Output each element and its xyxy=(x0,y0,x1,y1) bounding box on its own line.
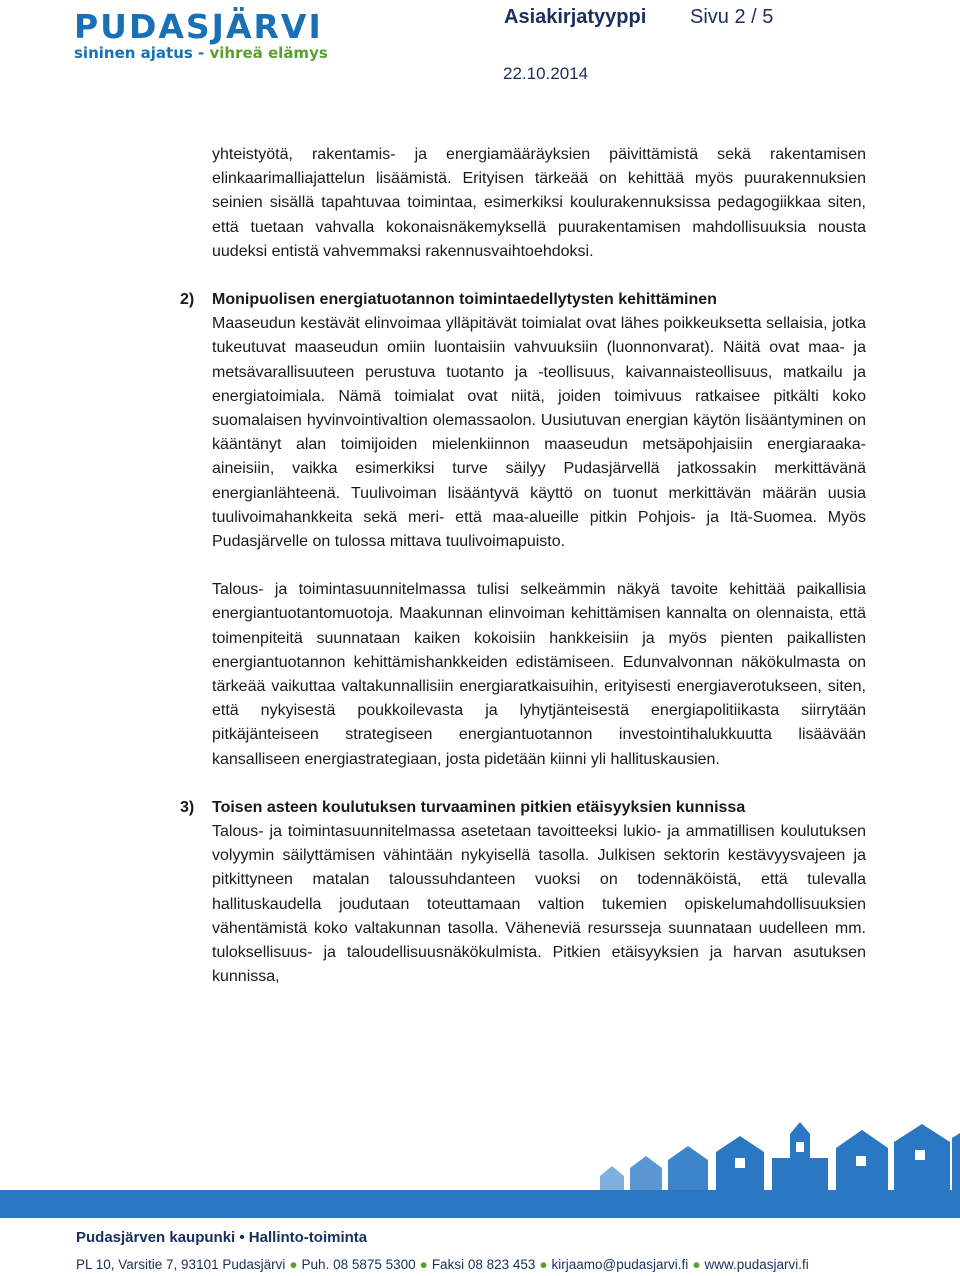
section-paragraph: Maaseudun kestävät elinvoimaa ylläpitävät toimialat ovat lähes poikkeuksetta sellaisia, jotka tukeutuvat maaseudun omiin luontaisiin vahvuuksiin (luonnonvarat). Näitä ovat maa- ja metsävarallisuuteen perustuva tuotanto ja -teollisuus, kaivannaisteollisuus, matkailu ja energiatoimiala. Nämä toimialat ovat niitä, joiden toimivuus ratkaisee pitkälti koko suomalaisen hyvinvointivaltion olemassaolon. Uusiutuvan energian käytön lisääntyminen on kääntänyt alan toimijoiden mielenkiinnon maaseudun metsäpohjaisiin energiaraaka-aineisiin, vaikka esimerkiksi turve säilyy Pudasjärvellä jatkossakin merkittävänä energianlähteenä. Tuulivoiman lisääntyvä käyttö on tuonut merkittävän määrän uusia tuulivoimahankkeita sekä meri- että maa-alueille pitkin Pohjois- ja Itä-Suomea. Myös Pudasjärvelle on tulossa mittava tuulivoimapuisto. xyxy=(212,315,866,551)
footer-contact xyxy=(76,1257,809,1272)
section-paragraph: Talous- ja toimintasuunnitelmassa tulisi selkeämmin näkyä tavoite kehittää paikallisia energiantuotantomuotoja. Maakunnan elinvoiman kehittämisen kannalta on olennaista, että toimenpiteitä suunnataan kaiken kokoisiin hankkeisiin ja myös pienten paikallisten energiantuotannon kehittämishankkeiden edistämiseen. Edunvalvonnan näkökulmasta on tärkeää vaikuttaa valtakunnallisiin energiaratkaisuihin, erityisesti energiaverotukseen, siten, että nykyisestä poukkoilevasta ja lyhytjänteisestä energiapolitiikasta siirrytään pitkäjänteiseen strategiseen energiantuotannon investointihalukkuutta lisäävään kansalliseen energiastrategiaan, josta pidetään kiinni yli hallituskausien. xyxy=(212,581,866,768)
logo xyxy=(74,8,328,62)
document-type: Asiakirjatyyppi xyxy=(504,6,647,28)
footer-website[interactable]: www.pudasjarvi.fi xyxy=(704,1257,809,1272)
bullet-icon: ● xyxy=(289,1257,298,1272)
skyline-house xyxy=(630,1156,662,1190)
section-education xyxy=(180,796,866,990)
footer-organization: Pudasjärven kaupunki • Hallinto-toiminta xyxy=(76,1229,368,1246)
document-body xyxy=(180,143,866,1014)
footer-fax: Faksi 08 823 453 xyxy=(431,1257,536,1272)
section-energy xyxy=(180,288,866,772)
footer-phone: Puh. 08 5875 5300 xyxy=(301,1257,416,1272)
logo-slogan-green: vihreä elämys xyxy=(209,44,328,62)
logo-slogan-blue: sininen ajatus xyxy=(74,44,193,62)
document-date: 22.10.2014 xyxy=(503,64,589,83)
logo-wordmark: PUDASJÄRVI xyxy=(74,7,323,46)
section-paragraph: Talous- ja toimintasuunnitelmassa asetetaan tavoitteeksi lukio- ja ammatillisen koulutuksen volyymin säilyttämisen vähintään nykyisellä tasolla. Julkisen sektorin kestävyysvajeen ja pitkittyneen matalan taloussuhdanteen vuoksi on todennäköistä, että tulevalla hallituskaudella joudutaan toteuttamaan valtion tukemien opiskelumahdollisuuksien vähentämistä koko valtakunnan tasolla. Väheneviä resursseja suunnataan uudelleen mm. tuloksellisuus- ja taloudellisuusnäkökulmista. Pitkien etäisyyksien ja harvan asutuksen kunnissa, xyxy=(212,823,866,986)
skyline-decoration xyxy=(0,1118,960,1218)
section-number: 3) xyxy=(180,798,195,816)
intro-paragraph: yhteistyötä, rakentamis- ja energiamääräyksien päivittämistä sekä rakentamisen elinkaarimalliajattelun lisäämistä. Erityisen tärkeää on kehittää myös puurakennuksien seinien sisällä tapahtuvaa toimintaa, esimerkiksi koulurakennuksissa pedagogiikkaa siten, että tuetaan vahvalla kokonaisnäkemyksellä puurakentamisen mahdollisuuksia nousta uudeksi entistä vahvemmaksi rakennusvaihtoehdoksi. xyxy=(212,146,866,260)
skyline-house xyxy=(668,1146,708,1190)
skyline-window xyxy=(735,1158,745,1168)
bullet-icon: ● xyxy=(419,1257,428,1272)
bullet-icon: ● xyxy=(692,1257,701,1272)
logo-slogan-separator: - xyxy=(192,44,210,62)
page-number: Sivu 2 / 5 xyxy=(690,6,774,28)
logo-slogan xyxy=(74,44,328,62)
section-number: 2) xyxy=(180,291,195,309)
skyline-window xyxy=(915,1150,925,1160)
skyline-ground xyxy=(0,1190,960,1218)
skyline-church xyxy=(772,1122,828,1190)
skyline-house xyxy=(952,1133,960,1190)
section-title: Monipuolisen energiatuotannon toimintaedellytysten kehittäminen xyxy=(212,291,717,309)
skyline-window xyxy=(856,1156,866,1166)
footer-address: PL 10, Varsitie 7, 93101 Pudasjärvi xyxy=(76,1257,286,1272)
skyline-house xyxy=(600,1166,624,1190)
section-title: Toisen asteen koulutuksen turvaaminen pitkien etäisyyksien kunnissa xyxy=(212,798,746,816)
footer-email[interactable]: kirjaamo@pudasjarvi.fi xyxy=(551,1257,689,1272)
skyline-window xyxy=(796,1142,804,1152)
section-heading xyxy=(180,796,866,820)
bullet-icon: ● xyxy=(539,1257,548,1272)
section-heading xyxy=(180,288,866,312)
